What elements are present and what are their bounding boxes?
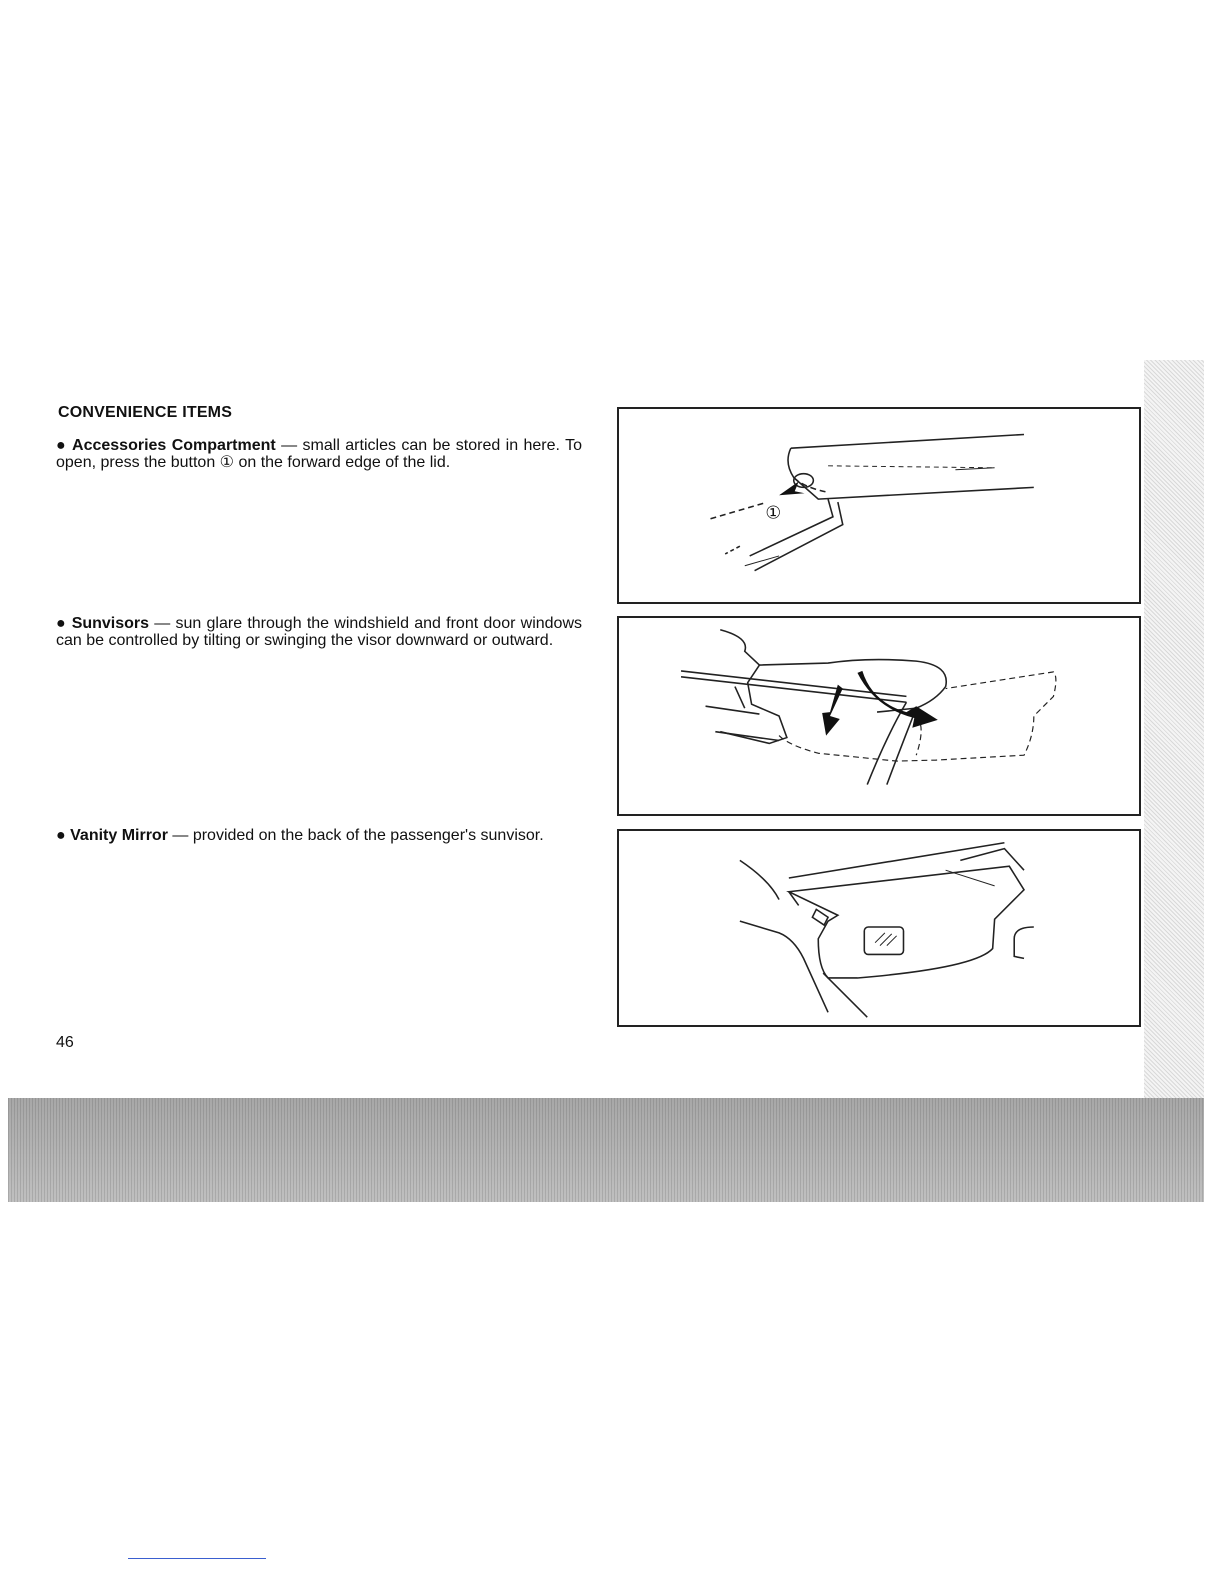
sunvisor-drawing — [619, 618, 1139, 814]
sunvisors-paragraph — [56, 615, 582, 649]
accessories-compartment-illustration — [617, 407, 1141, 604]
dash: — — [149, 615, 176, 632]
bottom-rule — [128, 1558, 266, 1559]
tilt-arrow-icon — [822, 685, 843, 736]
button-callout: ① — [765, 503, 782, 524]
vanity-mirror-illustration — [617, 829, 1141, 1027]
page-edge-shadow — [1144, 360, 1204, 1105]
sunvisors-illustration — [617, 616, 1141, 816]
item-text: provided on the back of the passenger's sunvisor. — [192, 827, 544, 844]
item-text: sun glare through the windshield and front door windows can be controlled by tilting or swinging the visor downward or outward. — [56, 615, 582, 649]
item-text: small articles can be stored in here. To open, press the button ① on the forward edge of the lid. — [56, 437, 582, 471]
section-title: CONVENIENCE ITEMS — [58, 404, 233, 421]
dash: — — [167, 827, 193, 844]
accessories-compartment-paragraph — [56, 437, 582, 471]
scan-shadow-band — [8, 1098, 1204, 1202]
item-title: Vanity Mirror — [70, 827, 168, 844]
item-title: Accessories Compartment — [72, 437, 276, 454]
bullet: ● — [56, 827, 66, 844]
item-title: Sunvisors — [71, 615, 150, 632]
page-number: 46 — [56, 1034, 74, 1051]
vanity-mirror-paragraph — [56, 827, 582, 844]
dash: — — [275, 437, 303, 454]
compartment-drawing — [619, 409, 1139, 602]
bullet: ● — [56, 437, 67, 454]
vanity-mirror-drawing — [619, 831, 1139, 1025]
bullet: ● — [56, 615, 67, 632]
